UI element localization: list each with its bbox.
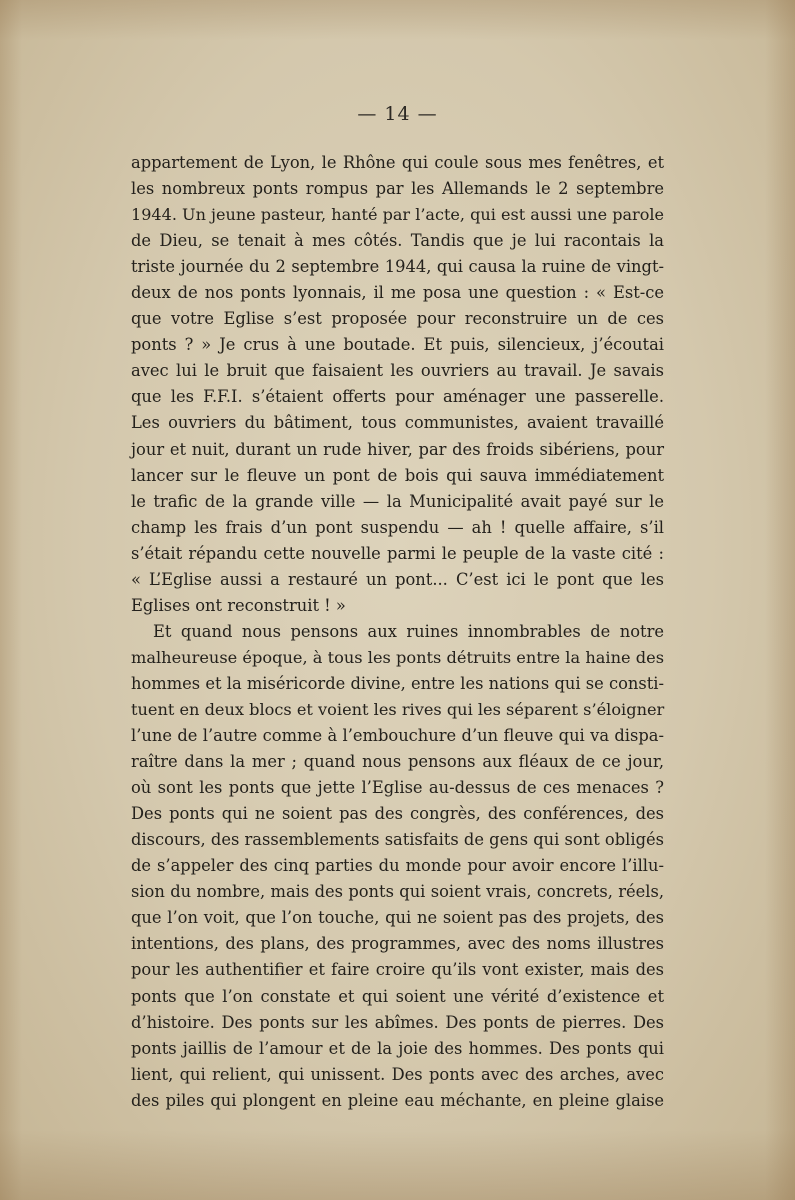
text-line: Les ouvriers du bâtiment, tous communistes, avaient travaillé — [131, 413, 664, 433]
text-line: lancer sur le fleuve un pont de bois qui sauva immédiatement — [131, 465, 664, 485]
text-line: ponts ? » Je crus à une boutade. Et puis, silencieux, j’écoutai — [131, 335, 664, 355]
text-line: que les F.F.I. s’étaient offerts pour aménager une passerelle. — [131, 387, 664, 407]
text-line: discours, des rassemblements satisfaits de gens qui sont obligés — [131, 830, 664, 850]
text-line: malheureuse époque, à tous les ponts détruits entre la haine des — [131, 647, 664, 667]
text-line: lient, qui relient, qui unissent. Des ponts avec des arches, avec — [131, 1064, 664, 1084]
text-line: Eglises ont reconstruit ! » — [131, 595, 346, 615]
text-line: deux de nos ponts lyonnais, il me posa une question : « Est-ce — [131, 283, 664, 303]
text-line: avec lui le bruit que faisaient les ouvriers au travail. Je savais — [131, 361, 664, 381]
text-line: Des ponts qui ne soient pas des congrès, des conférences, des — [131, 804, 664, 824]
text-line: de s’appeler des cinq parties du monde pour avoir encore l’illu- — [131, 856, 664, 876]
text-line: que l’on voit, que l’on touche, qui ne soient pas des projets, des — [131, 908, 664, 928]
text-line: ponts jaillis de l’amour et de la joie des hommes. Des ponts qui — [131, 1038, 664, 1058]
page-edge-shadow-left — [0, 0, 22, 1200]
text-line: Et quand nous pensons aux ruines innombrables de notre — [153, 621, 664, 641]
text-line: sion du nombre, mais des ponts qui soient vrais, concrets, réels, — [131, 882, 664, 902]
page-edge-shadow-top — [0, 0, 795, 40]
page-number: — 14 — — [357, 103, 438, 125]
text-line: les nombreux ponts rompus par les Allemands le 2 septembre — [131, 179, 664, 199]
text-line: s’était répandu cette nouvelle parmi le peuple de la vaste cité : — [131, 543, 664, 563]
text-line: où sont les ponts que jette l’Eglise au-dessus de ces menaces ? — [131, 778, 664, 798]
text-line: 1944. Un jeune pasteur, hanté par l’acte, qui est aussi une parole — [131, 205, 664, 225]
text-line: triste journée du 2 septembre 1944, qui causa la ruine de vingt- — [131, 257, 664, 277]
page-edge-shadow-right — [765, 0, 795, 1200]
text-line: intentions, des plans, des programmes, avec des noms illustres — [131, 934, 664, 954]
text-line: ponts que l’on constate et qui soient une vérité d’existence et — [131, 986, 664, 1006]
page-edge-shadow-bottom — [0, 1130, 795, 1200]
text-line: jour et nuit, durant un rude hiver, par des froids sibériens, pour — [131, 439, 664, 459]
text-line: pour les authentifier et faire croire qu’ils vont exister, mais des — [131, 960, 664, 980]
text-line: que votre Eglise s’est proposée pour reconstruire un de ces — [131, 309, 664, 329]
text-line: appartement de Lyon, le Rhône qui coule sous mes fenêtres, et — [131, 153, 664, 172]
text-line: « L’Eglise aussi a restauré un pont... C’est ici le pont que les — [131, 569, 664, 589]
text-line: champ les frais d’un pont suspendu — ah ! quelle affaire, s’il — [131, 517, 664, 537]
text-line: raître dans la mer ; quand nous pensons aux fléaux de ce jour, — [131, 752, 664, 772]
body-text — [131, 150, 664, 1114]
text-line: des piles qui plongent en pleine eau méchante, en pleine glaise — [131, 1090, 664, 1110]
text-line: le trafic de la grande ville — la Municipalité avait payé sur le — [131, 491, 664, 511]
text-line: hommes et la miséricorde divine, entre les nations qui se consti- — [131, 673, 664, 693]
text-line: tuent en deux blocs et voient les rives qui les séparent s’éloigner — [131, 699, 665, 719]
text-line: de Dieu, se tenait à mes côtés. Tandis que je lui racontais la — [131, 231, 664, 251]
text-line: l’une de l’autre comme à l’embouchure d’un fleuve qui va dispa- — [131, 726, 664, 746]
text-line: d’histoire. Des ponts sur les abîmes. Des ponts de pierres. Des — [131, 1012, 664, 1032]
